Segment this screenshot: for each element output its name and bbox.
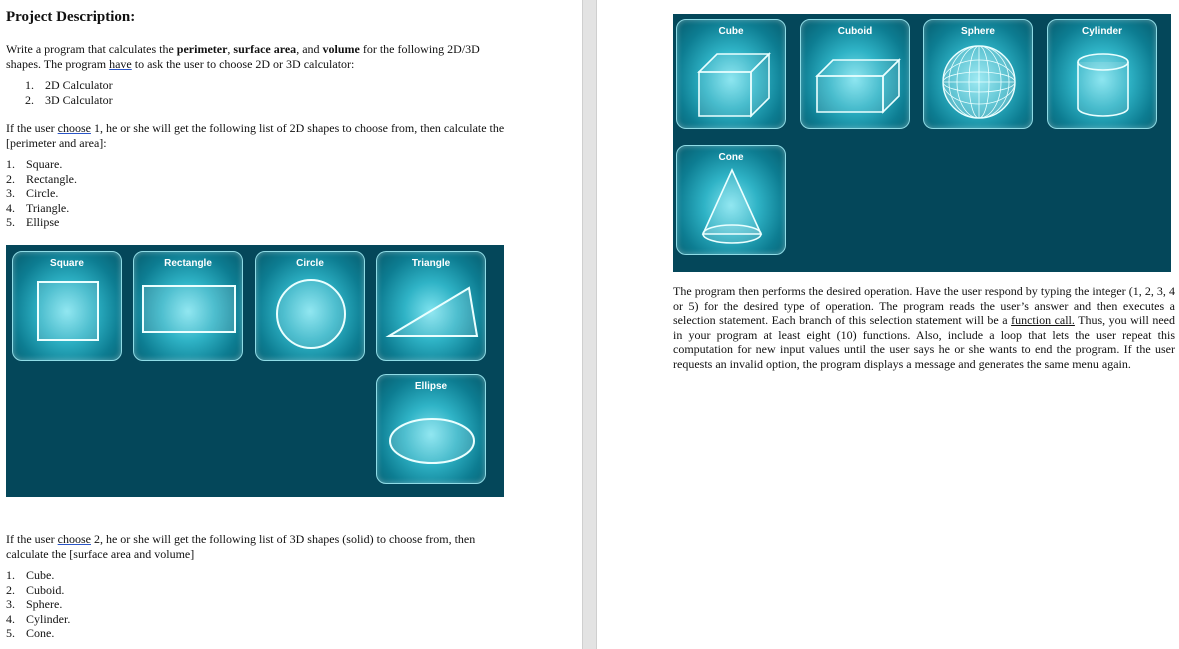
list-label: Cuboid. <box>26 582 65 597</box>
cone-icon <box>677 146 787 256</box>
document-page-left <box>0 0 582 649</box>
shape-2d-item <box>6 172 77 187</box>
calculator-options-list <box>25 78 113 107</box>
list-label: Sphere. <box>26 597 63 612</box>
list-number: 2. <box>6 171 15 186</box>
list-label: 3D Calculator <box>45 92 113 107</box>
ellipse-tile[interactable]: Ellipse <box>376 374 486 484</box>
grammar-flag-choose-2[interactable]: choose <box>57 532 91 546</box>
calculator-option-item <box>25 78 113 93</box>
shapes-3d-panel <box>673 14 1171 272</box>
rectangle-icon <box>134 252 244 362</box>
list-number: 5. <box>6 626 15 641</box>
intro-paragraph: Write a program that calculates the perimeter, surface area, and volume for the following 2D/3D shapes. The program have to ask the user to choose 2D or 3D calculator: <box>6 42 480 71</box>
ellipse-icon <box>377 375 487 485</box>
list-label: Rectangle. <box>26 171 77 186</box>
list-label: 2D Calculator <box>45 78 113 92</box>
square-tile[interactable]: Square <box>12 251 122 361</box>
sphere-icon <box>924 20 1034 130</box>
page-title: Project Description: <box>6 9 136 25</box>
shape-2d-item <box>6 157 77 172</box>
function-call-text: function call. <box>1011 313 1075 327</box>
shape-3d-item <box>6 612 70 627</box>
calculator-option-item <box>25 93 113 108</box>
operation-paragraph: The program then performs the desired operation. Have the user respond by typing the integer (1, 2, 3, 4 or 5) for the desired type of operation. The program reads the user’s answer and then executes a selection statement. Each branch of this selection statement will be a function call. Thus, you will need in your program at least eight (10) functions. Also, include a loop that lets the user repeat this computation for new input values until the user says he or she wants to end the program. If the user requests an invalid option, the program displays a message and generates the same menu again. <box>673 284 1175 371</box>
shapes-2d-panel <box>6 245 504 497</box>
sphere-tile[interactable]: Sphere <box>923 19 1033 129</box>
list-number: 3. <box>6 186 15 201</box>
shapes-2d-list <box>6 157 77 230</box>
list-number: 4. <box>6 611 15 626</box>
rectangle-tile[interactable]: Rectangle <box>133 251 243 361</box>
triangle-tile[interactable]: Triangle <box>376 251 486 361</box>
shape-3d-item <box>6 583 70 598</box>
list-label: Cube. <box>26 568 55 582</box>
choose2-paragraph: If the user choose 2, he or she will get the following list of 3D shapes (solid) to choose from, then calculate the [surface area and volume] <box>6 532 476 561</box>
list-label: Square. <box>26 157 63 171</box>
list-number: 1. <box>25 78 34 92</box>
square-icon <box>13 252 123 362</box>
list-number: 2. <box>25 92 34 107</box>
cone-tile[interactable]: Cone <box>676 145 786 255</box>
circle-tile[interactable]: Circle <box>255 251 365 361</box>
list-label: Cone. <box>26 626 55 641</box>
list-number: 2. <box>6 582 15 597</box>
list-number: 1. <box>6 568 15 582</box>
list-number: 4. <box>6 200 15 215</box>
cube-icon <box>677 20 787 130</box>
cube-tile[interactable]: Cube <box>676 19 786 129</box>
shapes-3d-list <box>6 568 70 641</box>
shape-2d-item <box>6 215 77 230</box>
list-label: Circle. <box>26 186 59 201</box>
cuboid-icon <box>801 20 911 130</box>
document-page-right <box>597 0 1179 649</box>
cylinder-icon <box>1048 20 1158 130</box>
page-gutter <box>582 0 597 649</box>
cylinder-tile[interactable]: Cylinder <box>1047 19 1157 129</box>
circle-icon <box>256 252 366 362</box>
shape-3d-item <box>6 597 70 612</box>
list-number: 5. <box>6 215 15 230</box>
list-label: Cylinder. <box>26 611 71 626</box>
shape-3d-item <box>6 568 70 583</box>
list-label: Triangle. <box>26 200 70 215</box>
grammar-flag-choose[interactable]: choose <box>57 121 91 135</box>
shape-3d-item <box>6 626 70 641</box>
choose1-paragraph: If the user choose 1, he or she will get the following list of 2D shapes to choose from, then calculate the [perimeter and area]: <box>6 121 505 150</box>
grammar-flag-have[interactable]: have <box>109 56 132 71</box>
list-label: Ellipse <box>26 215 60 230</box>
cuboid-tile[interactable]: Cuboid <box>800 19 910 129</box>
list-number: 3. <box>6 597 15 612</box>
list-number: 1. <box>6 157 15 171</box>
triangle-icon <box>377 252 487 362</box>
shape-2d-item <box>6 186 77 201</box>
shape-2d-item <box>6 201 77 216</box>
